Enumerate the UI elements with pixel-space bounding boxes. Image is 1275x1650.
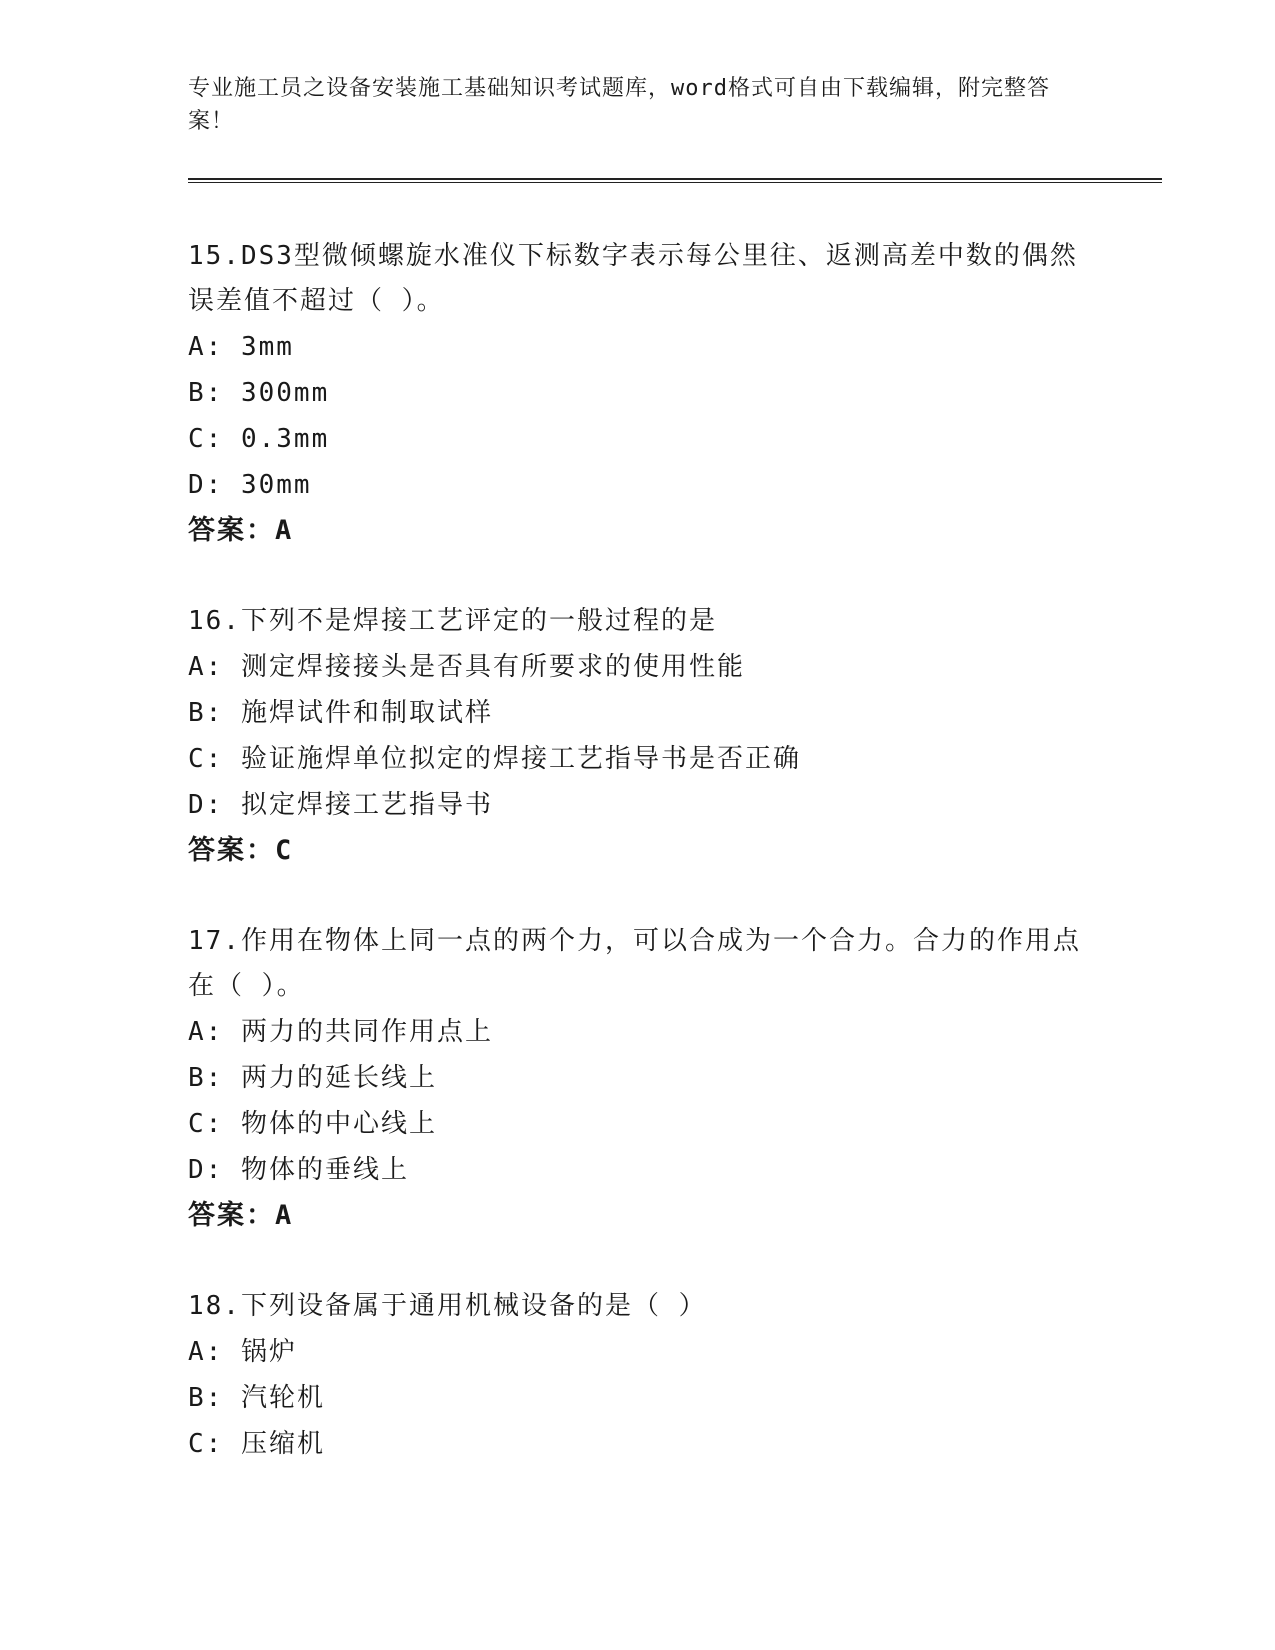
document-header: 专业施工员之设备安装施工基础知识考试题库，word格式可自由下载编辑，附完整答案！: [188, 76, 1050, 134]
option-c: C: 0.3mm: [188, 424, 330, 454]
header-divider: [188, 178, 1162, 183]
option-d: D: 30mm: [188, 470, 312, 500]
option-c: C: 物体的中心线上: [188, 1109, 437, 1139]
question-stem: 15.DS3型微倾螺旋水准仪下标数字表示每公里往、返测高差中数的偶然误差值不超过（ ）。: [188, 241, 1078, 316]
option-a: A: 锅炉: [188, 1337, 297, 1367]
answer-line: 答案：C: [188, 835, 294, 866]
question-stem: 17.作用在物体上同一点的两个力，可以合成为一个合力。合力的作用点在（ ）。: [188, 926, 1081, 1001]
option-d: D: 拟定焊接工艺指导书: [188, 790, 493, 820]
question-17: [188, 919, 1088, 1239]
question-15: [188, 234, 1088, 554]
option-b: B: 汽轮机: [188, 1383, 325, 1413]
option-a: A: 3mm: [188, 332, 294, 362]
answer-line: 答案：A: [188, 515, 294, 546]
option-a: A: 两力的共同作用点上: [188, 1017, 493, 1047]
option-c: C: 验证施焊单位拟定的焊接工艺指导书是否正确: [188, 744, 801, 774]
question-16: [188, 599, 1088, 874]
question-list: [188, 234, 1088, 1467]
option-b: B: 施焊试件和制取试样: [188, 698, 493, 728]
option-c: C: 压缩机: [188, 1429, 325, 1459]
question-stem: 16.下列不是焊接工艺评定的一般过程的是: [188, 606, 717, 636]
answer-line: 答案：A: [188, 1200, 294, 1231]
option-b: B: 两力的延长线上: [188, 1063, 437, 1093]
option-d: D: 物体的垂线上: [188, 1155, 409, 1185]
question-stem: 18.下列设备属于通用机械设备的是（ ）: [188, 1291, 707, 1321]
option-a: A: 测定焊接接头是否具有所要求的使用性能: [188, 652, 745, 682]
option-b: B: 300mm: [188, 378, 330, 408]
question-18: [188, 1284, 1088, 1467]
